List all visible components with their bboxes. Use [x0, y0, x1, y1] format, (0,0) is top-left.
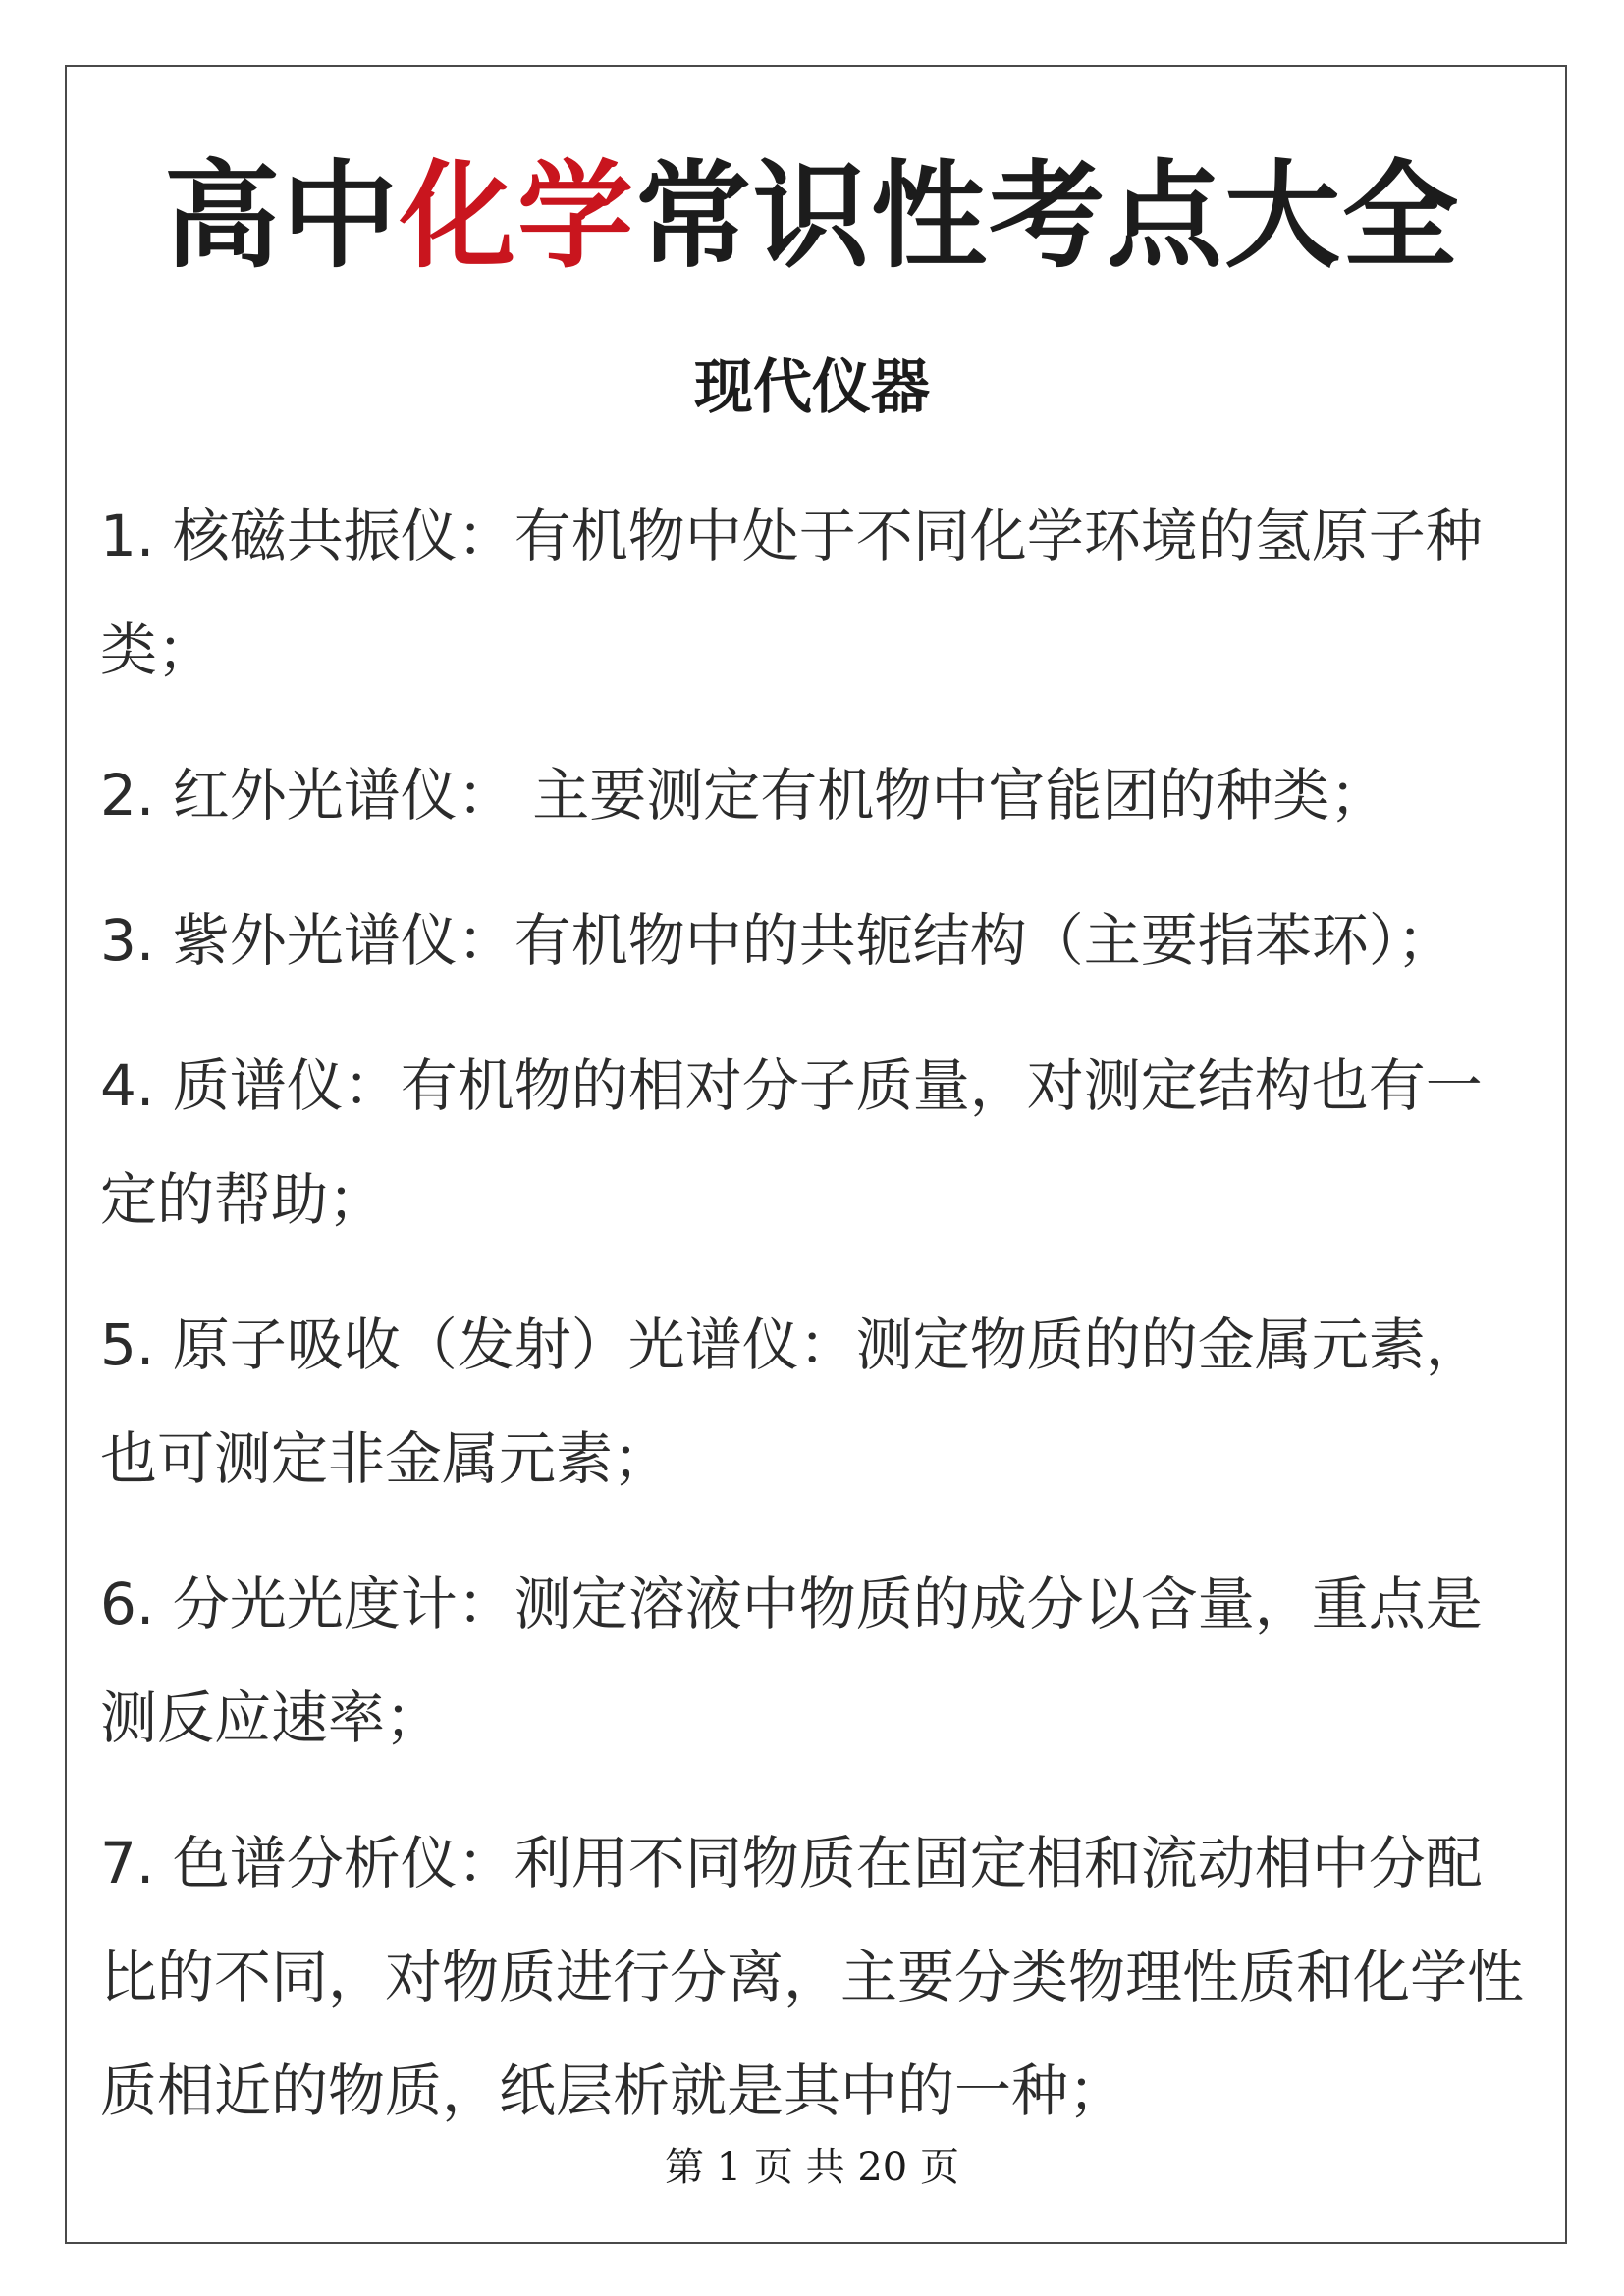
- list-item-spectrophotometer: 6. 分光光度计：测定溶液中物质的成分以含量，重点是测反应速率；: [100, 1571, 1483, 1751]
- list-item-atomic-spectrometer: 5. 原子吸收（发射）光谱仪：测定物质的的金属元素，也可测定非金属元素；: [100, 1311, 1483, 1492]
- list-item-mass-spectrometer: 4. 质谱仪：有机物的相对分子质量，对测定结构也有一定的帮助；: [100, 1052, 1483, 1233]
- page-title: [0, 147, 1624, 285]
- list-item-nmr: 1. 核磁共振仪：有机物中处于不同化学环境的氢原子种类；: [100, 503, 1483, 683]
- list-item-ultraviolet: 3. 紫外光谱仪：有机物中的共轭结构（主要指苯环）；: [100, 907, 1454, 974]
- instrument-list: [100, 479, 1534, 2179]
- section-heading: 现代仪器: [694, 353, 930, 422]
- page-number: 第 1 页 共 20 页: [665, 2145, 959, 2190]
- title-suffix: 常识性考点大全: [635, 148, 1461, 284]
- title-highlight: 化学: [399, 148, 635, 284]
- list-item-infrared: 2. 红外光谱仪： 主要测定有机物中官能团的种类；: [100, 762, 1387, 828]
- list-item-chromatograph: 7. 色谱分析仪：利用不同物质在固定相和流动相中分配比的不同，对物质进行分离，主要分类物理性质和化学性质相近的物质，纸层析就是其中的一种；: [100, 1830, 1525, 2124]
- title-prefix: 高中: [163, 148, 400, 284]
